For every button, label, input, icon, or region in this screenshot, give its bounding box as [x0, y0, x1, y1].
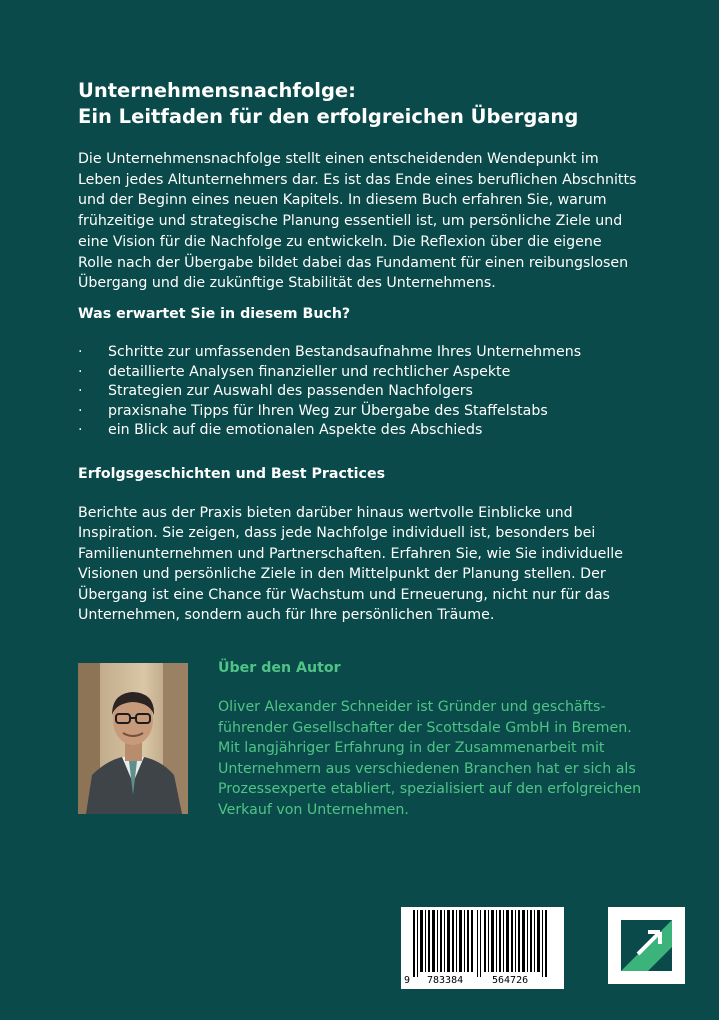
- bullet-icon: ·: [78, 344, 83, 360]
- author-bio-line: Verkauf von Unternehmen.: [218, 801, 409, 818]
- title-line-2: Ein Leitfaden für den erfolgreichen Übergang: [78, 105, 579, 128]
- bullet-icon: ·: [78, 422, 83, 439]
- author-portrait-icon: [78, 663, 188, 814]
- section-heading-expect: Was erwartet Sie in diesem Buch?: [78, 306, 351, 322]
- stories-line: Inspiration. Sie zeigen, dass jede Nachfolge individuell ist, besonders bei: [78, 525, 596, 542]
- author-bio-line: führender Gesellschafter der Scottsdale GmbH in Bremen.: [218, 719, 632, 736]
- author-photo: [78, 663, 188, 814]
- intro-line: und der Beginn eines neuen Kapitels. In diesem Buch erfahren Sie, warum: [78, 192, 607, 209]
- isbn-barcode: [401, 907, 564, 989]
- list-item: [78, 343, 678, 363]
- author-bio-line: Prozessexperte etabliert, spezialisiert auf den erfolgreichen: [218, 781, 642, 797]
- intro-line: frühzeitige und strategische Planung essentiell ist, um persönliche Ziele und: [78, 213, 623, 230]
- barcode-digit-group: 564726: [492, 975, 529, 986]
- bullet-icon: ·: [78, 402, 83, 419]
- stories-line: Visionen und persönliche Ziele in den Mittelpunkt der Planung stellen. Der: [78, 566, 606, 583]
- stories-paragraph: [78, 503, 658, 625]
- book-title: [78, 78, 678, 130]
- list-item: [78, 421, 678, 441]
- list-item-text: detaillierte Analysen finanzieller und rechtlicher Aspekte: [108, 363, 511, 380]
- publisher-logo-icon: [608, 907, 685, 984]
- author-bio-line: Oliver Alexander Schneider ist Gründer und geschäfts-: [218, 699, 606, 715]
- author-bio-line: Unternehmern aus verschiedenen Branchen hat er sich als: [218, 760, 636, 777]
- barcode-digit-group: 9: [404, 975, 411, 986]
- intro-line: eine Vision für die Nachfolge zu entwickeln. Die Reflexion über die eigene: [78, 233, 602, 250]
- intro-line: Die Unternehmensnachfolge stellt einen entscheidenden Wendepunkt im: [78, 151, 599, 167]
- list-item: [78, 402, 678, 422]
- bullet-icon: ·: [78, 363, 83, 380]
- title-line-1: Unternehmensnachfolge:: [78, 79, 356, 102]
- bullet-icon: ·: [78, 383, 83, 400]
- bullet-list: [78, 343, 678, 441]
- stories-line: Übergang ist eine Chance für Wachstum und Erneuerung, nicht nur für das: [78, 586, 610, 603]
- intro-line: Übergang und die zukünftige Stabilität des Unternehmens.: [78, 275, 496, 292]
- intro-line: Rolle nach der Übergabe bildet dabei das Fundament für einen reibungslosen: [78, 254, 629, 271]
- section-heading-stories: Erfolgsgeschichten und Best Practices: [78, 466, 386, 482]
- list-item-text: Strategien zur Auswahl des passenden Nachfolgers: [108, 383, 473, 400]
- author-heading: Über den Autor: [218, 660, 341, 676]
- stories-line: Unternehmen, sondern auch für Ihre persönlichen Träume.: [78, 607, 495, 624]
- intro-paragraph: [78, 149, 658, 294]
- barcode-digit-group: 783384: [427, 975, 464, 986]
- intro-line: Leben jedes Altunternehmers dar. Es ist das Ende eines beruflichen Abschnitts: [78, 171, 637, 188]
- list-item-text: Schritte zur umfassenden Bestandsaufnahme Ihres Unternehmens: [108, 344, 582, 360]
- list-item-text: ein Blick auf die emotionalen Aspekte des Abschieds: [108, 422, 483, 439]
- publisher-logo: [608, 907, 685, 984]
- barcode-bars-icon: [401, 907, 564, 977]
- list-item-text: praxisnahe Tipps für Ihren Weg zur Übergabe des Staffelstabs: [108, 402, 548, 419]
- list-item: [78, 382, 678, 402]
- author-bio: [218, 697, 658, 820]
- stories-line: Berichte aus der Praxis bieten darüber hinaus wertvolle Einblicke und: [78, 505, 573, 521]
- stories-line: Familienunternehmen und Partnerschaften. Erfahren Sie, wie Sie individuelle: [78, 545, 623, 562]
- barcode-digits: [401, 975, 564, 987]
- author-bio-line: Mit langjähriger Erfahrung in der Zusammenarbeit mit: [218, 740, 605, 756]
- list-item: [78, 363, 678, 383]
